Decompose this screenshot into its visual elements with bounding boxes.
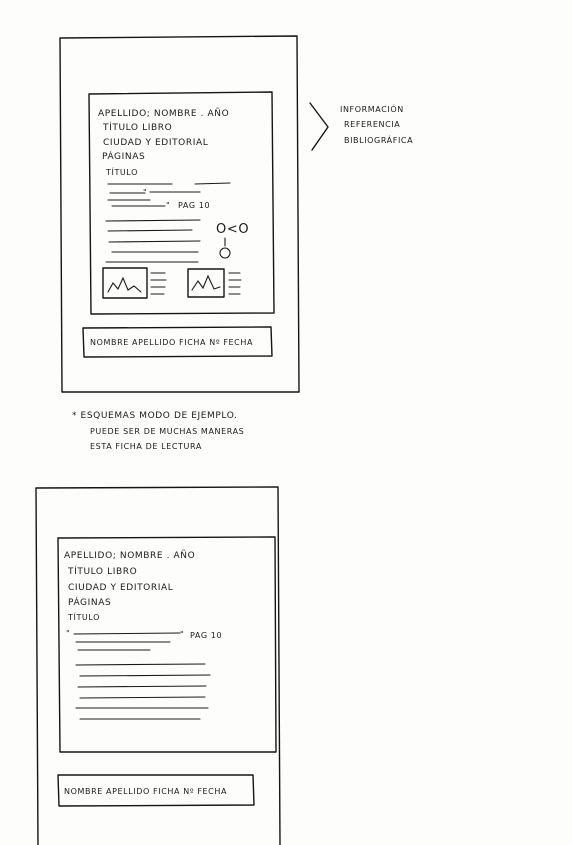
bottom-card — [36, 487, 280, 845]
top-text-scribble — [108, 183, 230, 200]
top-author-line: APELLIDO; NOMBRE . AÑO — [98, 109, 230, 119]
caption-line-3: ESTA FICHA DE LECTURA — [90, 442, 202, 451]
bottom-author-line: APELLIDO; NOMBRE . AÑO — [64, 551, 196, 561]
side-note-line-1: INFORMACIÓN — [340, 105, 404, 114]
caption-line-2: PUEDE SER DE MUCHAS MANERAS — [90, 427, 245, 436]
bottom-city-line: CIUDAD Y EDITORIAL — [68, 583, 174, 593]
top-subtitle-line: TÍTULO — [106, 168, 139, 177]
bottom-quote-mark: " — [66, 629, 71, 638]
bottom-title-line: TÍTULO LIBRO — [68, 567, 138, 577]
side-note-line-2: REFERENCIA — [344, 120, 401, 129]
top-image-right — [188, 269, 241, 297]
side-note — [310, 103, 413, 150]
top-paragraph-lines — [106, 220, 200, 262]
bottom-footer-text: NOMBRE APELLIDO FICHA Nº FECHA — [64, 787, 228, 796]
bottom-pages-line: PÁGINAS — [68, 598, 112, 608]
top-title-line: TÍTULO LIBRO — [103, 123, 173, 133]
bottom-subtitle-line: TÍTULO — [68, 613, 101, 622]
top-formula-circle — [220, 248, 230, 258]
top-quote-close: " — [166, 201, 171, 210]
bracket — [310, 103, 328, 150]
top-image-left — [103, 268, 166, 298]
top-footer-text: NOMBRE APELLIDO FICHA Nº FECHA — [90, 338, 254, 347]
bottom-paragraph-lines — [76, 664, 210, 719]
side-note-line-3: BIBLIOGRÁFICA — [344, 136, 414, 145]
bottom-page-ref: PAG 10 — [190, 631, 223, 640]
caption-line-1: * ESQUEMAS MODO DE EJEMPLO. — [72, 411, 238, 421]
bottom-quote-line — [74, 633, 180, 650]
caption — [72, 411, 244, 451]
top-formula: O<O — [216, 222, 250, 237]
top-card — [60, 36, 299, 392]
top-page-ref: PAG 10 — [178, 201, 211, 210]
top-pages-line: PÁGINAS — [102, 152, 146, 162]
top-city-line: CIUDAD Y EDITORIAL — [103, 138, 209, 148]
top-quote-mark: " — [143, 188, 148, 197]
bottom-quote-close: " — [180, 630, 185, 639]
